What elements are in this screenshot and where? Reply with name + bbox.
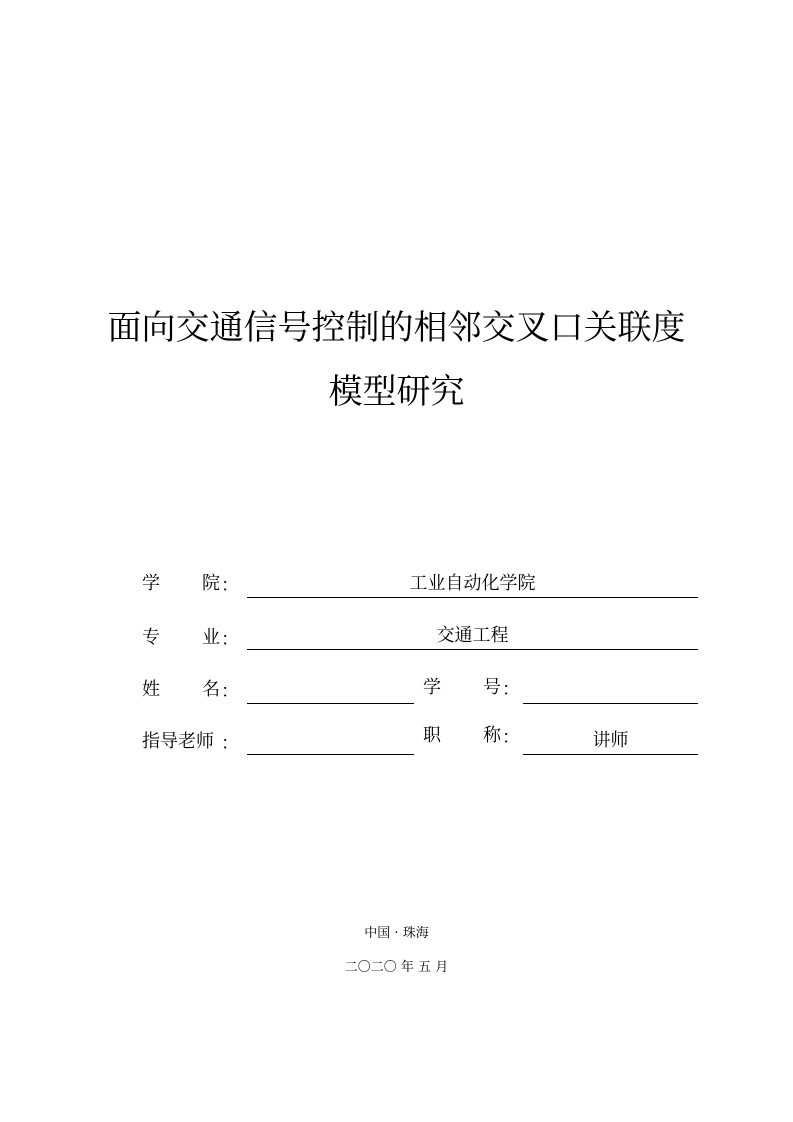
advisor-colon: ： [221, 733, 239, 754]
major-label-char-2: 业 [202, 627, 220, 648]
name-field [247, 679, 414, 704]
major-label-char-1: 专 [142, 627, 160, 648]
rank-label-char-2: 称 [483, 725, 501, 746]
student-id-label-char-2: 号 [483, 677, 501, 698]
rank-field: 讲师 [523, 730, 698, 755]
rank-label-char-1: 职 [423, 725, 441, 746]
student-id-colon: ： [502, 679, 520, 700]
college-label-char-1: 学 [142, 573, 160, 594]
name-label-char-2: 名 [202, 679, 220, 700]
date-line: 二〇二〇 年 五 月 [344, 960, 449, 975]
advisor-label: 指导老师 [142, 731, 214, 752]
college-field: 工业自动化学院 [247, 573, 698, 598]
major-colon: ： [221, 629, 239, 650]
college-label-char-2: 院 [202, 573, 220, 594]
name-label-char-1: 姓 [142, 679, 160, 700]
place-line: 中国 · 珠海 [364, 926, 429, 941]
name-colon: ： [221, 681, 239, 702]
rank-colon: ： [502, 727, 520, 748]
college-colon: ： [221, 575, 239, 596]
thesis-title-line-2: 模型研究 [328, 372, 465, 412]
student-id-label-char-1: 学 [423, 677, 441, 698]
thesis-title-line-1: 面向交通信号控制的相邻交叉口关联度 [107, 308, 686, 348]
student-id-field [523, 679, 698, 704]
major-field: 交通工程 [247, 625, 698, 650]
advisor-field [247, 730, 414, 755]
